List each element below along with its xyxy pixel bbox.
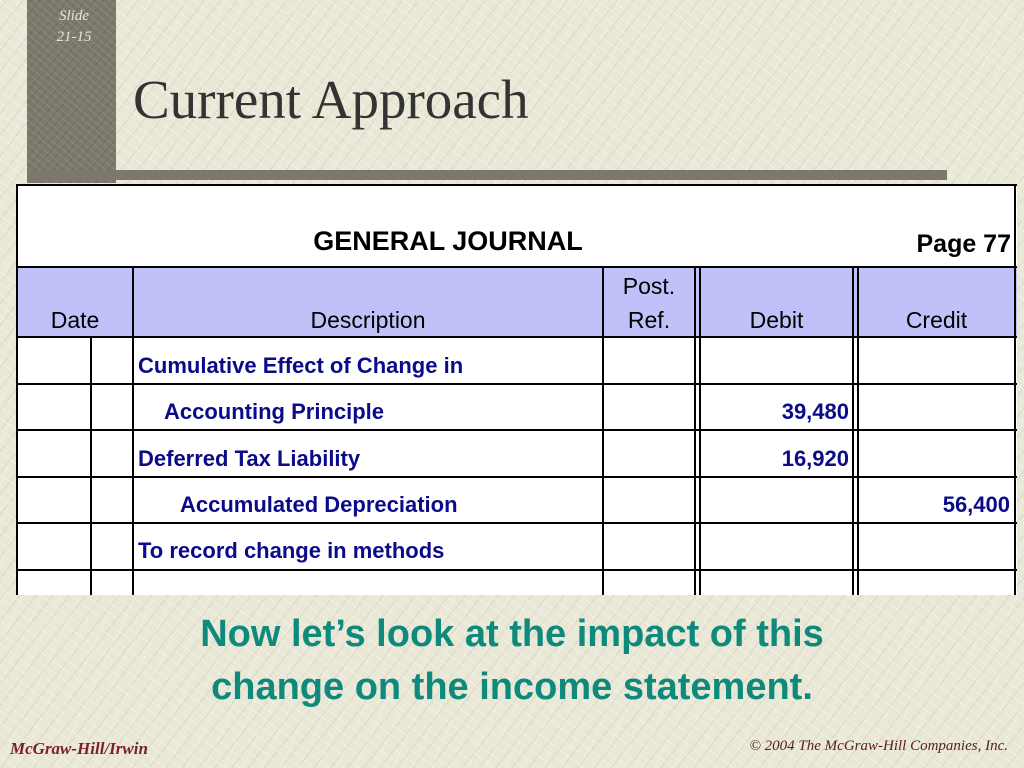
header-debit: Debit: [749, 307, 804, 333]
entry-description: To record change in methods: [138, 538, 445, 563]
row-rule: [18, 569, 1017, 571]
journal-title: GENERAL JOURNAL: [313, 226, 583, 256]
title-rule: [27, 170, 947, 180]
slide-title: Current Approach: [133, 69, 529, 130]
column-rule: [694, 267, 696, 595]
publisher-footer: McGraw-Hill/Irwin: [10, 739, 148, 758]
entry-credit: 56,400: [942, 492, 1010, 517]
row-rule: [18, 429, 1017, 431]
header-description: Description: [310, 307, 426, 333]
journal-page-number: Page 77: [916, 230, 1011, 258]
journal-right-border: [1014, 186, 1016, 595]
slide-number: Slide 21-15: [56, 8, 92, 45]
header-date: Date: [50, 307, 100, 333]
entry-description: Accounting Principle: [164, 399, 385, 424]
entry-description: Deferred Tax Liability: [138, 446, 361, 471]
row-rule: [18, 522, 1017, 524]
caption-line: change on the income statement.: [211, 666, 813, 708]
entry-description: Cumulative Effect of Change in: [138, 353, 464, 378]
copyright-footer: © 2004 The McGraw-Hill Companies, Inc.: [749, 738, 1008, 754]
entry-debit: 39,480: [781, 399, 849, 424]
header-top-rule: [18, 266, 1017, 268]
header-credit: Credit: [905, 307, 968, 333]
column-rule: [852, 267, 854, 595]
header-post-ref: Post. Ref.: [622, 273, 676, 333]
column-rule: [90, 337, 92, 595]
row-rule: [18, 383, 1017, 385]
general-journal: [16, 184, 1017, 595]
entry-description: Accumulated Depreciation: [180, 492, 458, 517]
caption: [0, 608, 1024, 714]
entry-debit: 16,920: [781, 446, 849, 471]
row-rule: [18, 476, 1017, 478]
caption-line: Now let’s look at the impact of this: [200, 613, 824, 655]
